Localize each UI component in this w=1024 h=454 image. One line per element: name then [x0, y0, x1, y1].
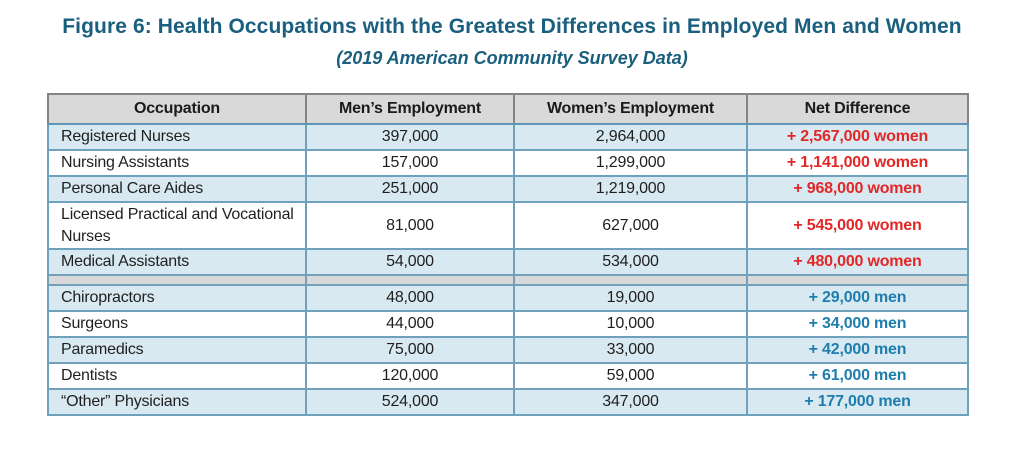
women-employment-cell: 347,000 — [514, 389, 747, 415]
men-employment-cell: 251,000 — [306, 176, 514, 202]
men-employment-cell: 44,000 — [306, 311, 514, 337]
occupation-cell: Surgeons — [48, 311, 306, 337]
occupation-cell: Personal Care Aides — [48, 176, 306, 202]
occupation-cell: Registered Nurses — [48, 124, 306, 150]
net-difference-cell: + 61,000 men — [747, 363, 968, 389]
figure-title: Figure 6: Health Occupations with the Greatest Differences in Employed Men and Women — [62, 15, 962, 38]
column-header-mens-employment: Men’s Employment — [306, 94, 514, 124]
table-header — [48, 94, 968, 124]
table-row — [48, 202, 968, 249]
separator-cell — [48, 275, 306, 285]
women-employment-cell: 2,964,000 — [514, 124, 747, 150]
occupation-cell: Nursing Assistants — [48, 150, 306, 176]
net-difference-cell: + 545,000 women — [747, 202, 968, 249]
table-body — [48, 124, 968, 415]
men-employment-cell: 81,000 — [306, 202, 514, 249]
occupation-cell: Chiropractors — [48, 285, 306, 311]
header-row — [48, 94, 968, 124]
women-employment-cell: 1,299,000 — [514, 150, 747, 176]
women-employment-cell: 59,000 — [514, 363, 747, 389]
men-employment-cell: 54,000 — [306, 249, 514, 275]
table-row — [48, 285, 968, 311]
women-employment-cell: 10,000 — [514, 311, 747, 337]
occupation-cell: Dentists — [48, 363, 306, 389]
women-employment-cell: 33,000 — [514, 337, 747, 363]
table-row — [48, 176, 968, 202]
women-employment-cell: 534,000 — [514, 249, 747, 275]
section-separator-row — [48, 275, 968, 285]
occupation-cell: Medical Assistants — [48, 249, 306, 275]
occupation-cell: Licensed Practical and Vocational Nurses — [48, 202, 306, 249]
separator-cell — [306, 275, 514, 285]
column-header-womens-employment: Women’s Employment — [514, 94, 747, 124]
women-employment-cell: 1,219,000 — [514, 176, 747, 202]
net-difference-cell: + 480,000 women — [747, 249, 968, 275]
net-difference-cell: + 29,000 men — [747, 285, 968, 311]
men-employment-cell: 48,000 — [306, 285, 514, 311]
net-difference-cell: + 34,000 men — [747, 311, 968, 337]
table-row — [48, 249, 968, 275]
column-header-occupation: Occupation — [48, 94, 306, 124]
net-difference-cell: + 42,000 men — [747, 337, 968, 363]
net-difference-cell: + 2,567,000 women — [747, 124, 968, 150]
men-employment-cell: 397,000 — [306, 124, 514, 150]
employment-difference-table — [47, 93, 969, 416]
men-employment-cell: 75,000 — [306, 337, 514, 363]
table-row — [48, 363, 968, 389]
separator-cell — [514, 275, 747, 285]
table-row — [48, 311, 968, 337]
men-employment-cell: 157,000 — [306, 150, 514, 176]
men-employment-cell: 524,000 — [306, 389, 514, 415]
men-employment-cell: 120,000 — [306, 363, 514, 389]
net-difference-cell: + 177,000 men — [747, 389, 968, 415]
women-employment-cell: 19,000 — [514, 285, 747, 311]
net-difference-cell: + 968,000 women — [747, 176, 968, 202]
women-employment-cell: 627,000 — [514, 202, 747, 249]
occupation-cell: “Other” Physicians — [48, 389, 306, 415]
figure-subtitle: (2019 American Community Survey Data) — [336, 48, 688, 68]
occupation-cell: Paramedics — [48, 337, 306, 363]
separator-cell — [747, 275, 968, 285]
column-header-net-difference: Net Difference — [747, 94, 968, 124]
net-difference-cell: + 1,141,000 women — [747, 150, 968, 176]
table-row — [48, 150, 968, 176]
table-row — [48, 124, 968, 150]
table-row — [48, 389, 968, 415]
table-row — [48, 337, 968, 363]
